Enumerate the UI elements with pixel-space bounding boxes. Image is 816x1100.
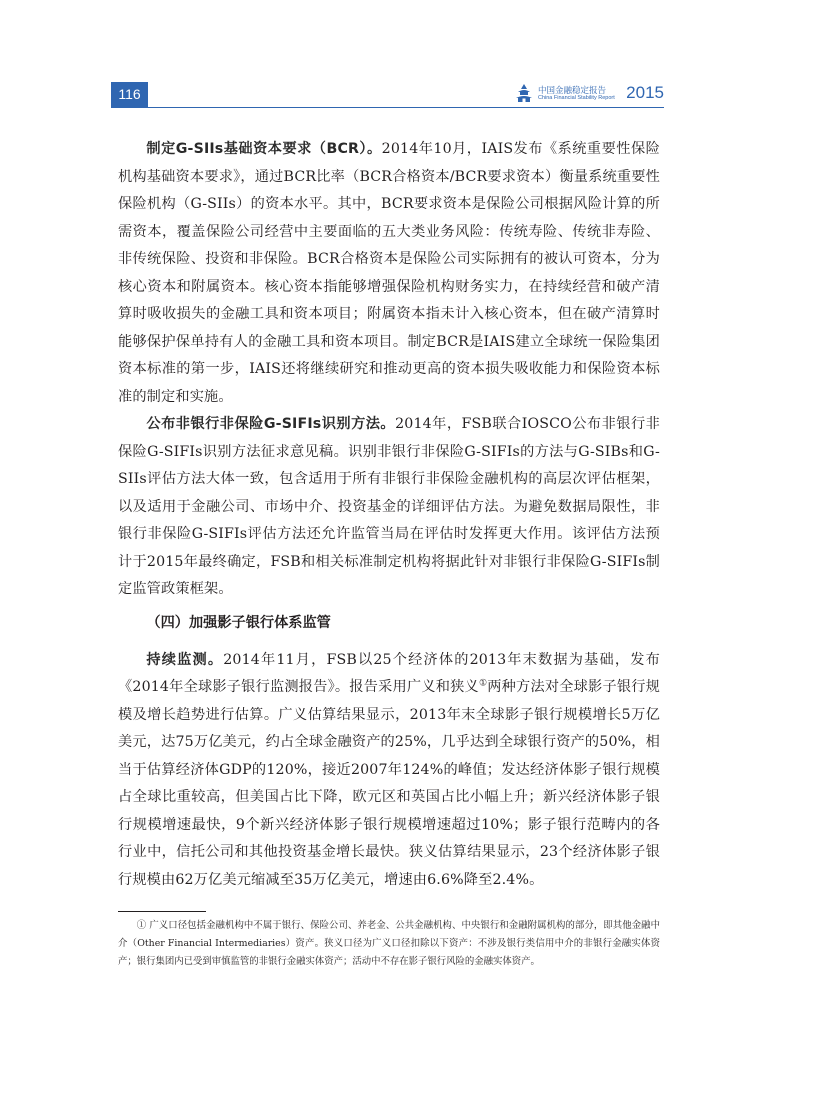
paragraph-lead: 公布非银行非保险G-SIFIs识别方法。 <box>146 416 396 432</box>
report-title-cn: 中国金融稳定报告 <box>538 86 607 96</box>
footnote: ① 广义口径包括金融机构中不属于银行、保险公司、养老金、公共金融机构、中央银行和金融附属机构的部分，即其他金融中介（Other Financial Intermediaries）资产。狭义口径为广义口径扣除以下资产：不涉及银行类信用中介的非银行金融实体资产；银行集团内已受到审慎监管的非银行金融实体资产；活动中不存在影子银行风险的金融实体资产。 <box>118 920 660 967</box>
paragraph-body: 2014年，FSB联合IOSCO公布非银行非保险G-SIFIs识别方法征求意见稿。识别非银行非保险G-SIFIs的方法与G-SIBs和G-SIIs评估方法大体一致，包含适用于所有非银行非保险金融机构的高层次评估框架，以及适用于金融公司、市场中介、投资基金的详细评估方法。为避免数据局限性，非银行非保险G-SIFIs评估方法还允许监管当局在评估时发挥更大作用。该评估方法预计于2015年最终确定，FSB和相关标准制定机构将据此针对非银行非保险G-SIFIs制定监管政策框架。 <box>118 416 660 597</box>
main-content <box>118 136 660 894</box>
page-header <box>111 79 664 111</box>
footnote-marker[interactable]: ① <box>478 678 488 689</box>
section-heading: （四）加强影子银行体系监管 <box>146 614 331 631</box>
paragraph-bcr <box>118 136 660 411</box>
paragraph-body-part1: 2014年11月，FSB以25个经济体的2013年末数据为基础，发布《2014年全球影子银行监测报告》。报告采用广义和狭义 <box>118 651 660 695</box>
header-rule <box>111 107 664 108</box>
footnote-divider <box>118 911 206 912</box>
paragraph-shadow-banking <box>118 647 660 895</box>
paragraph-body-part2: 两种方法对全球影子银行规模及增长趋势进行估算。广义估算结果显示，2013年末全球影子银行规模增长5万亿美元，达75万亿美元，约占全球金融资产的25%，几乎达到全球银行资产的50%，相当于估算经济体GDP的120%，接近2007年124%的峰值；发达经济体影子银行规模占全球比重较高，但美国占比下降，欧元区和英国占比小幅上升；新兴经济体影子银行规模增速最快，9个新兴经济体影子银行规模增速超过10%；影子银行范畴内的各行业中，信托公司和其他投资基金增长最快。狭义估算结果显示，23个经济体影子银行规模由62万亿美元缩减至35万亿美元，增速由6.6%降至2.4%。 <box>118 679 661 888</box>
paragraph-nbni-gsifis <box>118 411 660 604</box>
pagoda-logo-icon <box>514 83 534 103</box>
report-brand <box>514 81 664 105</box>
paragraph-body: 2014年10月，IAIS发布《系统重要性保险机构基础资本要求》，通过BCR比率（BCR合格资本/BCR要求资本）衡量系统重要性保险机构（G-SIIs）的资本水平。其中，BCR要求资本是保险公司根据风险计算的所需资本，覆盖保险公司经营中主要面临的五大类业务风险：传统寿险、传统非寿险、非传统保险、投资和非保险。BCR合格资本是保险公司实际拥有的被认可资本，分为核心资本和附属资本。核心资本指能够增强保险机构财务实力，在持续经营和破产清算时吸收损失的金融工具和资本项目；附属资本指未计入核心资本，但在破产清算时能够保护保单持有人的金融工具和资本项目。制定BCR是IAIS建立全球统一保险集团资本标准的第一步，IAIS还将继续研究和推动更高的资本损失吸收能力和保险资本标准的制定和实施。 <box>118 141 660 405</box>
report-year: 2015 <box>626 83 664 102</box>
report-title-en: China Financial Stability Report <box>538 95 615 101</box>
paragraph-lead: 持续监测。 <box>146 651 224 668</box>
paragraph-lead: 制定G-SIIs基础资本要求（BCR）。 <box>146 141 382 157</box>
page-number: 116 <box>111 82 148 107</box>
